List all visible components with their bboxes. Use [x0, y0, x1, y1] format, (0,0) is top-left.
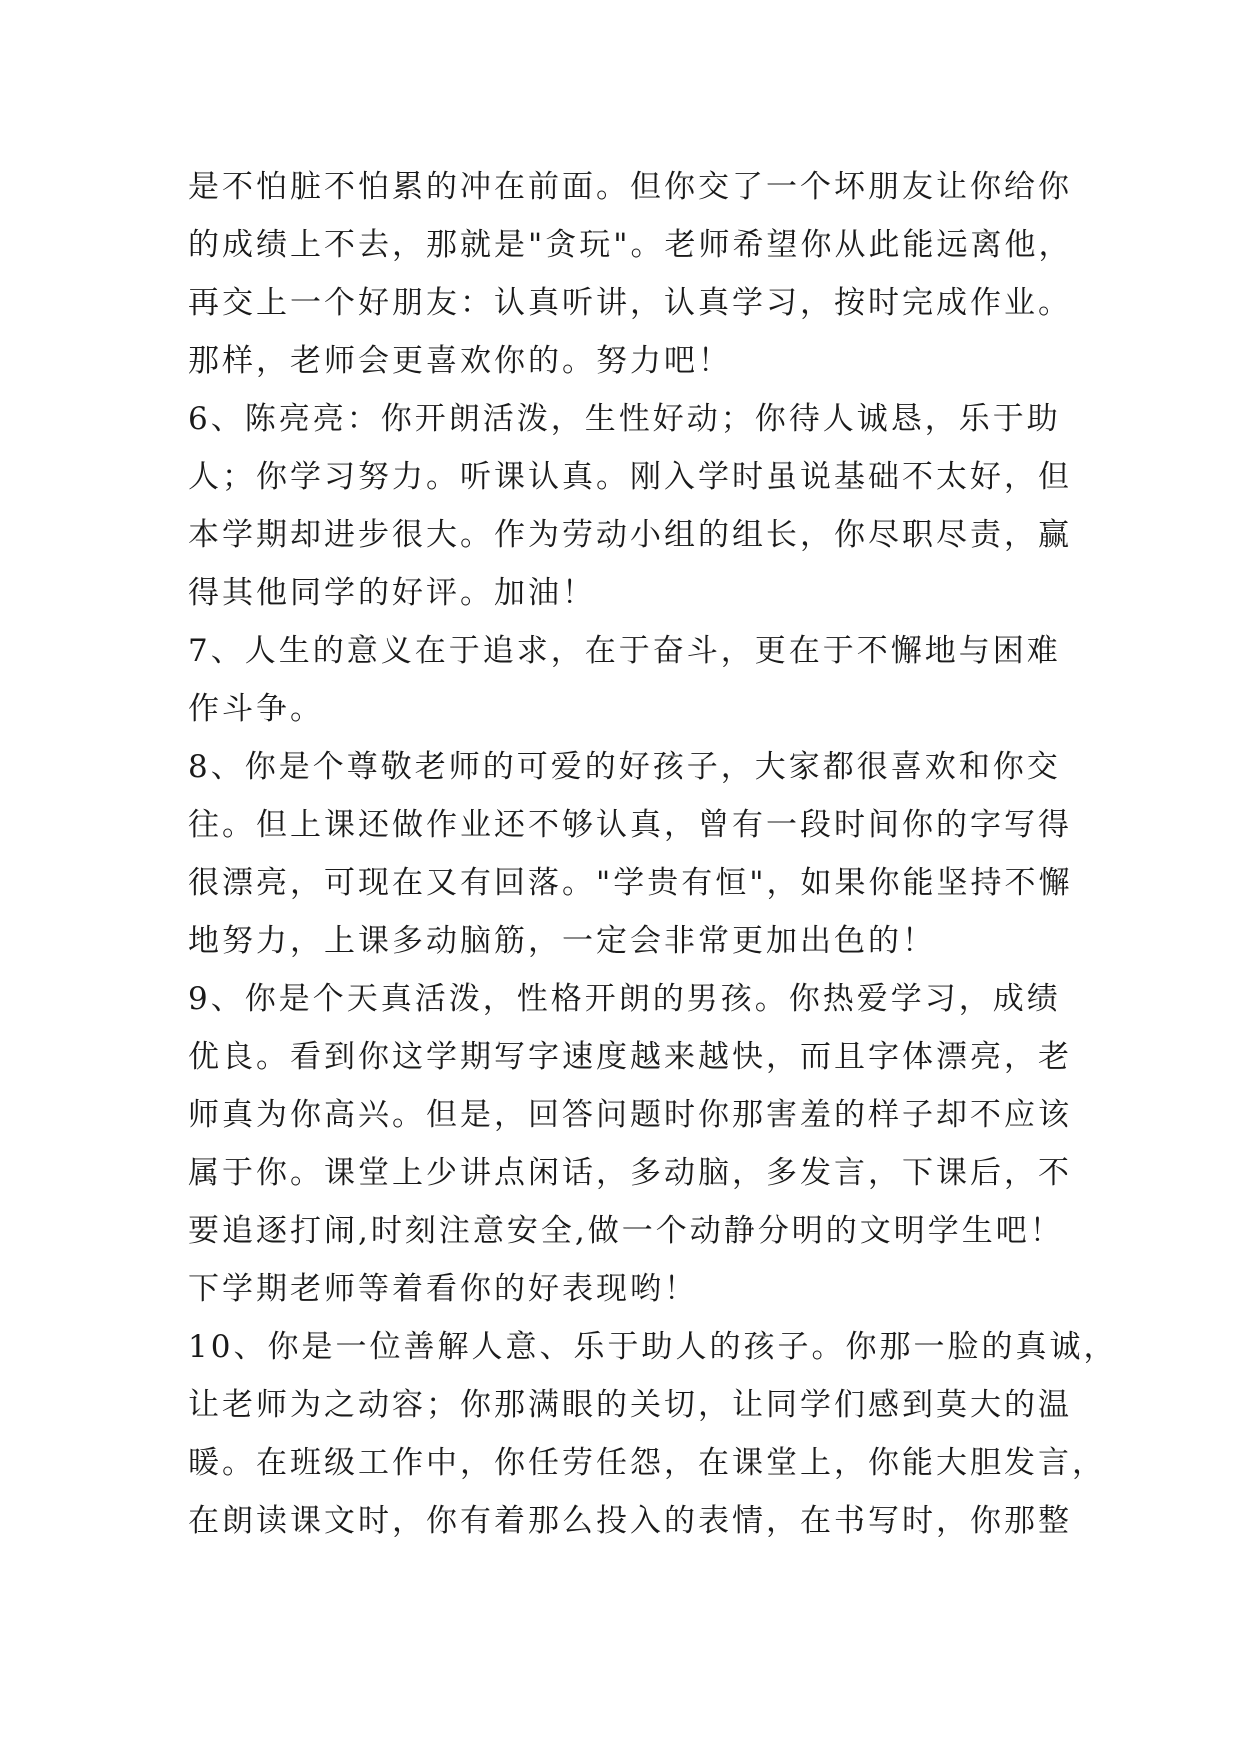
text-line: 6、陈亮亮：你开朗活泼，生性好动；你待人诚恳，乐于助	[188, 401, 1061, 437]
text-line: 很漂亮，可现在又有回落。"学贵有恒"，如果你能坚持不懈	[188, 865, 1073, 901]
document-body	[188, 158, 1118, 1550]
text-line: 人；你学习努力。听课认真。刚入学时虽说基础不太好，但	[188, 459, 1072, 495]
text-line: 要追逐打闹,时刻注意安全,做一个动静分明的文明学生吧！	[188, 1213, 1064, 1249]
text-line: 10、你是一位善解人意、乐于助人的孩子。你那一脸的真诚，	[188, 1329, 1118, 1365]
text-line: 往。但上课还做作业还不够认真，曾有一段时间你的字写得	[188, 807, 1072, 843]
text-line: 让老师为之动容；你那满眼的关切，让同学们感到莫大的温	[188, 1387, 1072, 1423]
text-line: 的成绩上不去，那就是"贪玩"。老师希望你从此能远离他，	[188, 227, 1073, 263]
text-line: 那样，老师会更喜欢你的。努力吧！	[188, 343, 732, 379]
text-line: 下学期老师等着看你的好表现哟！	[188, 1271, 698, 1307]
text-line: 本学期却进步很大。作为劳动小组的组长，你尽职尽责，赢	[188, 517, 1072, 553]
text-line: 属于你。课堂上少讲点闲话，多动脑，多发言，下课后，不	[188, 1155, 1072, 1191]
text-line: 是不怕脏不怕累的冲在前面。但你交了一个坏朋友让你给你	[188, 169, 1072, 205]
text-line: 再交上一个好朋友：认真听讲，认真学习，按时完成作业。	[188, 285, 1072, 321]
text-line: 得其他同学的好评。加油！	[188, 575, 596, 611]
text-line: 地努力，上课多动脑筋，一定会非常更加出色的！	[188, 923, 936, 959]
text-line: 在朗读课文时，你有着那么投入的表情，在书写时，你那整	[188, 1503, 1072, 1539]
text-line: 8、你是个尊敬老师的可爱的好孩子，大家都很喜欢和你交	[188, 749, 1061, 785]
text-line: 作斗争。	[188, 691, 324, 727]
text-line: 9、你是个天真活泼，性格开朗的男孩。你热爱学习，成绩	[188, 981, 1061, 1017]
text-line: 优良。看到你这学期写字速度越来越快，而且字体漂亮，老	[188, 1039, 1072, 1075]
text-line: 暖。在班级工作中，你任劳任怨，在课堂上，你能大胆发言，	[188, 1445, 1106, 1481]
text-line: 师真为你高兴。但是，回答问题时你那害羞的样子却不应该	[188, 1097, 1072, 1133]
text-line: 7、人生的意义在于追求，在于奋斗，更在于不懈地与困难	[188, 633, 1061, 669]
